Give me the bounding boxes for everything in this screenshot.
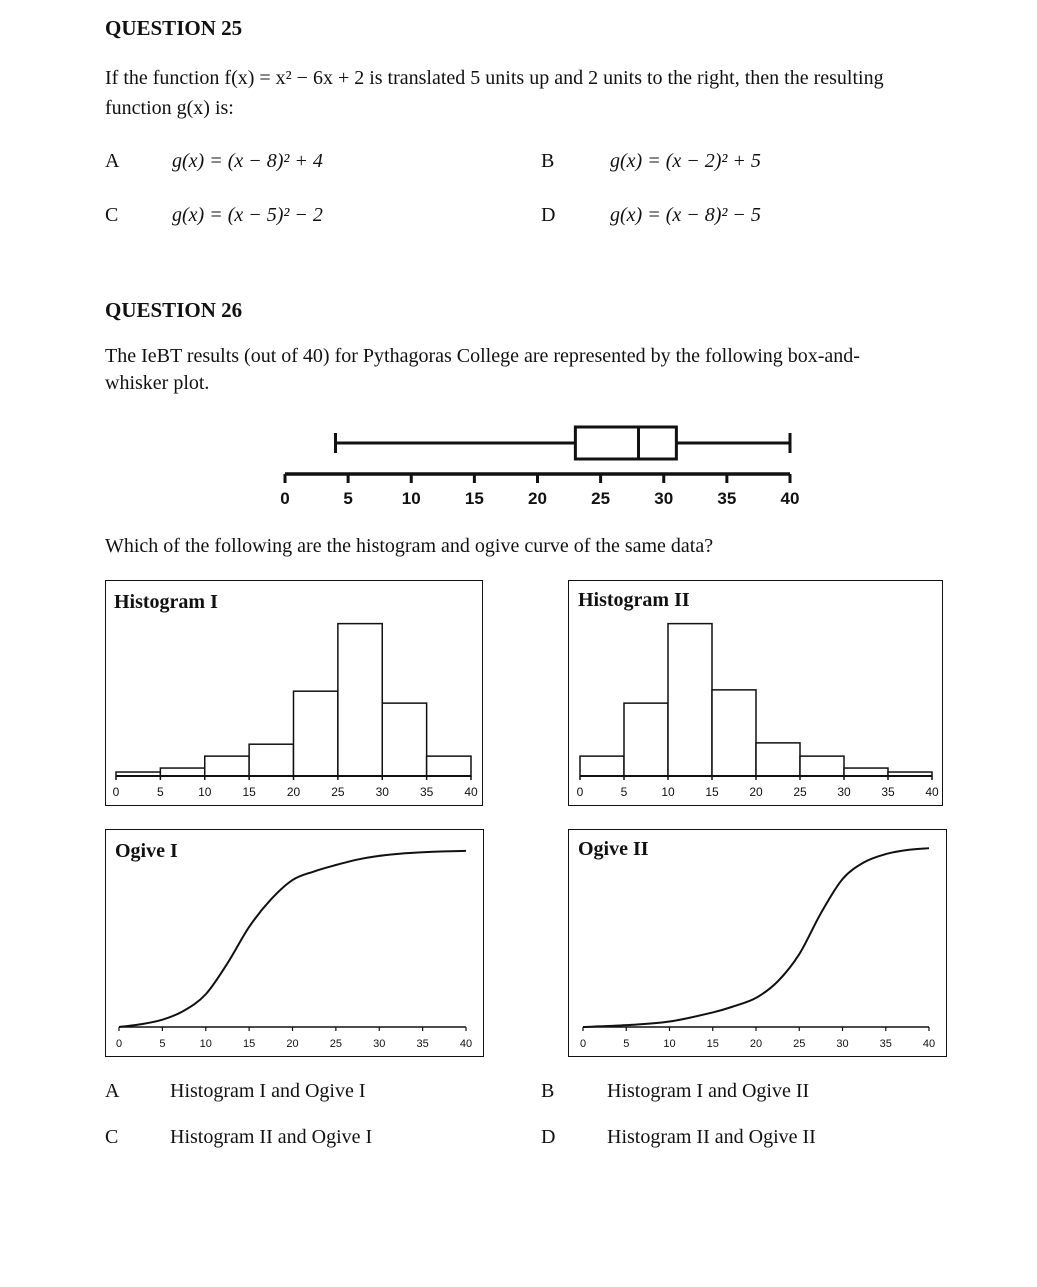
q26-text-line2: whisker plot. (105, 372, 210, 394)
q26-title: QUESTION 26 (105, 298, 243, 322)
histogram-1-tick-label: 10 (198, 785, 212, 799)
q26-option-d-letter[interactable]: D (541, 1126, 556, 1148)
boxplot-tick-label: 30 (654, 489, 674, 508)
q25-option-b-expr[interactable]: g(x) = (x − 2)² + 5 (610, 150, 761, 172)
histogram-1-tick-label: 30 (375, 785, 389, 799)
ogive-2-tick-label: 0 (579, 1038, 587, 1050)
ogive-1-tick-label: 15 (243, 1038, 256, 1050)
ogive-1-tick-label: 0 (115, 1038, 123, 1050)
ogive-1-tick-label: 20 (286, 1038, 299, 1050)
q26-option-b-letter[interactable]: B (541, 1080, 555, 1102)
histogram-1-bar (205, 756, 249, 776)
histogram-2-tick-label: 40 (925, 785, 939, 799)
ogive-1-tick-label: 5 (159, 1038, 166, 1050)
histogram-1-tick-label: 40 (464, 785, 478, 799)
boxplot-tick-label: 25 (591, 489, 611, 508)
histogram-1-bar (427, 756, 471, 776)
histogram-1-title: Histogram I (114, 591, 218, 613)
histogram-2-title: Histogram II (578, 589, 690, 611)
histogram-2-tick-label: 10 (661, 785, 675, 799)
histogram-1-bar (382, 703, 426, 776)
q26-option-b-text[interactable]: Histogram I and Ogive II (607, 1080, 810, 1102)
ogive-2-tick-label: 30 (836, 1038, 849, 1050)
histogram-2-tick-label: 5 (620, 785, 628, 799)
histogram-1-bar (338, 624, 382, 776)
q25-option-a-expr[interactable]: g(x) = (x − 8)² + 4 (172, 150, 323, 172)
ogive-1-curve (119, 851, 466, 1027)
histogram-2-bar (668, 624, 712, 776)
q26-option-d-text[interactable]: Histogram II and Ogive II (607, 1126, 816, 1148)
histogram-1-tick-label: 35 (419, 785, 434, 799)
ogive-2-tick-label: 5 (623, 1038, 630, 1050)
ogive-2-title: Ogive II (578, 838, 649, 860)
histogram-2-bar (844, 768, 888, 776)
ogive-2-tick-label: 25 (793, 1038, 806, 1050)
histogram-1-bar (249, 744, 293, 776)
histogram-1-bar (160, 768, 204, 776)
q25-text-line1: If the function f(x) = x² − 6x + 2 is translated 5 units up and 2 units to the right, then the resulting (105, 67, 884, 89)
histogram-2-bar (712, 690, 756, 776)
q25-option-c-letter[interactable]: C (105, 204, 119, 226)
histogram-2-tick-label: 20 (749, 785, 763, 799)
q26-text-line1: The IeBT results (out of 40) for Pythagoras College are represented by the following box-and- (105, 345, 860, 367)
boxplot-tick-label: 40 (780, 489, 800, 508)
ogive-2-tick-label: 10 (663, 1038, 676, 1050)
q25-option-d-expr[interactable]: g(x) = (x − 8)² − 5 (610, 204, 761, 226)
q26-option-a-text[interactable]: Histogram I and Ogive I (170, 1080, 366, 1102)
boxplot-tick-label: 15 (464, 489, 484, 508)
ogive-2-tick-label: 40 (922, 1038, 936, 1050)
q26-option-a-letter[interactable]: A (105, 1080, 120, 1102)
q26-option-c-letter[interactable]: C (105, 1126, 119, 1148)
ogive-1-tick-label: 35 (416, 1038, 429, 1050)
histogram-2-bar (580, 756, 624, 776)
ogive-1-tick-label: 25 (329, 1038, 342, 1050)
histogram-2-tick-label: 25 (793, 785, 807, 799)
histogram-1-tick-label: 5 (157, 785, 164, 799)
histogram-2-bar (624, 703, 668, 776)
histogram-1-tick-label: 0 (112, 785, 120, 799)
ogive-2-tick-label: 20 (749, 1038, 763, 1050)
q25-option-c-expr[interactable]: g(x) = (x − 5)² − 2 (172, 204, 323, 226)
ogive-2-tick-label: 15 (706, 1038, 719, 1050)
ogive-1-tick-label: 10 (199, 1038, 212, 1050)
histogram-1-bar (294, 691, 338, 776)
ogive-1-tick-label: 30 (373, 1038, 386, 1050)
histogram-1-tick-label: 25 (331, 785, 345, 799)
ogive-1-title: Ogive I (115, 840, 178, 862)
q25-title: QUESTION 25 (105, 16, 243, 40)
q25-option-a-letter[interactable]: A (105, 150, 120, 172)
histogram-2-tick-label: 0 (576, 785, 584, 799)
q25-option-b-letter[interactable]: B (541, 150, 555, 172)
ogive-2-tick-label: 35 (879, 1038, 892, 1050)
histogram-2-bar (800, 756, 844, 776)
q26-prompt: Which of the following are the histogram and ogive curve of the same data? (105, 535, 714, 557)
histogram-2-tick-label: 30 (837, 785, 851, 799)
boxplot-tick-label: 10 (401, 489, 421, 508)
histogram-2-bar (756, 743, 800, 776)
q25-text-line2: function g(x) is: (105, 97, 234, 119)
q26-option-c-text[interactable]: Histogram II and Ogive I (170, 1126, 373, 1148)
boxplot-tick-label: 20 (528, 489, 547, 508)
histogram-1-tick-label: 15 (242, 785, 256, 799)
histogram-1-tick-label: 20 (286, 785, 301, 799)
histogram-2-tick-label: 15 (705, 785, 719, 799)
histogram-2-tick-label: 35 (881, 785, 895, 799)
q25-option-d-letter[interactable]: D (541, 204, 556, 226)
ogive-1-tick-label: 40 (459, 1038, 473, 1050)
boxplot-tick-label: 5 (343, 489, 353, 508)
boxplot-tick-label: 35 (717, 489, 737, 508)
boxplot-tick-label: 0 (280, 489, 290, 508)
ogive-2-curve (583, 848, 929, 1027)
